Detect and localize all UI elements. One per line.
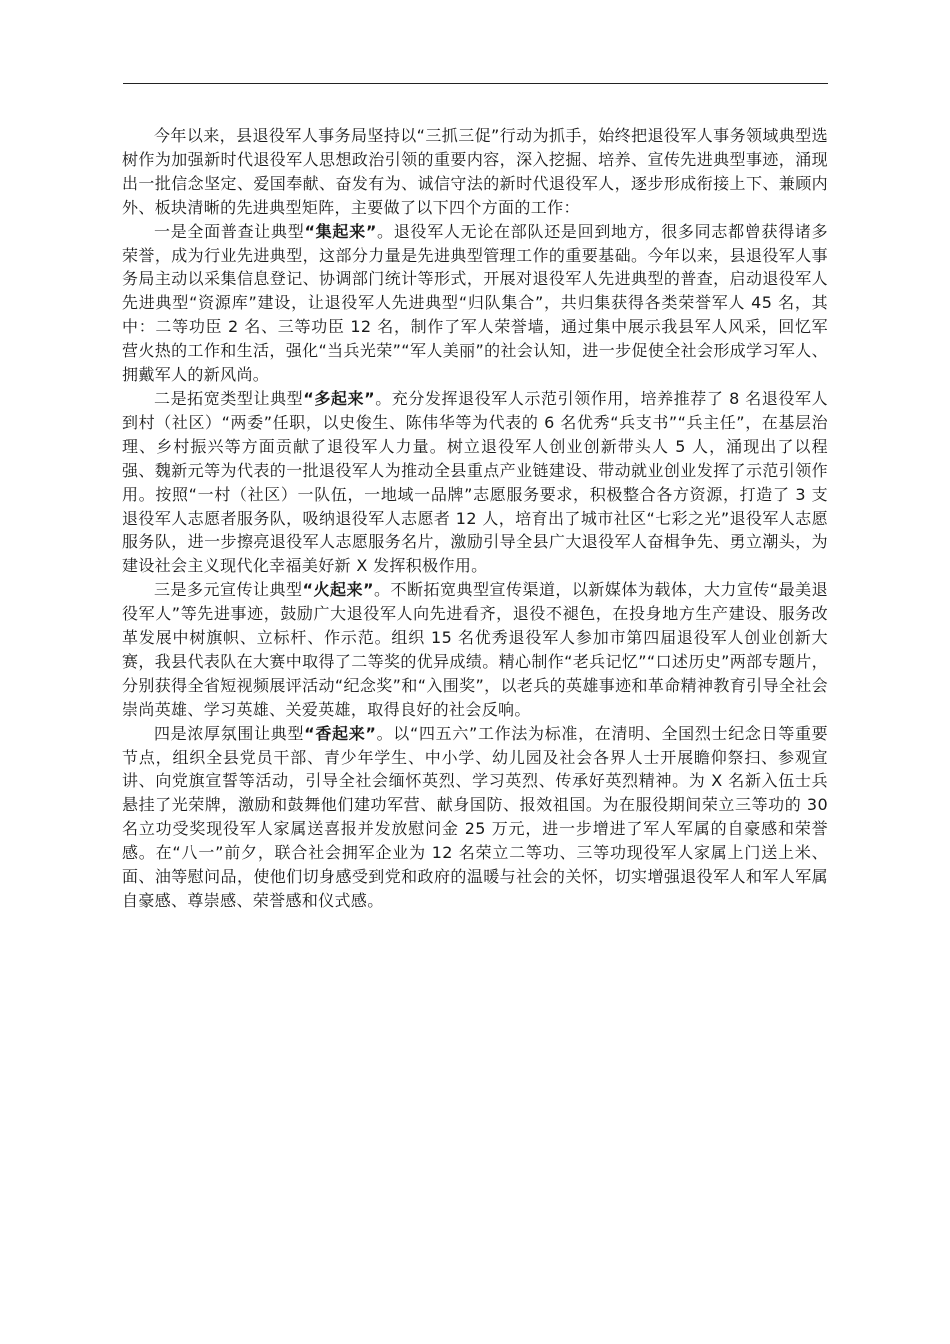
section-paragraph-3 — [122, 578, 828, 721]
section-text: 。充分发挥退役军人示范引领作用，培养推荐了 8 名退役军人到村（社区）“两委”任职，以史俊生、陈伟华等为代表的 6 名优秀“兵支书”“兵主任”，在基层治理、乡村振兴等方面贡献了退役军人力量。树立退役军人创业创新带头人 5 人，涌现出了以程强、魏新元等为代表的一批退役军人为推动全县重点产业链建设、带动就业创业发挥了示范引领作用。按照“一村（社区）一队伍，一地域一品牌”志愿服务要求，积极整合各方资源，打造了 3 支退役军人志愿者服务队，吸纳退役军人志愿者 12 人，培育出了城市社区“七彩之光”退役军人志愿服务队，进一步擦亮退役军人志愿服务名片，激励引导全县广大退役军人奋楫争先、勇立潮头，为建设社会主义现代化幸福美好新 X 发挥积极作用。 — [122, 388, 828, 576]
section-lead: “多起来” — [303, 388, 375, 408]
section-lead: “火起来” — [302, 580, 374, 600]
section-prefix: 三是多元宣传让典型 — [154, 580, 303, 600]
section-paragraph-4 — [122, 722, 828, 913]
section-prefix: 四是浓厚氛围让典型 — [154, 723, 305, 743]
section-text: 。不断拓宽典型宣传渠道，以新媒体为载体，大力宣传“最美退役军人”等先进事迹，鼓励广大退役军人向先进看齐，退役不褪色，在投身地方生产建设、服务改革发展中树旗帜、立标杆、作示范。组织 15 名优秀退役军人参加市第四届退役军人创业创新大赛，我县代表队在大赛中取得了二等奖的优异成绩。精心制作“老兵记忆”“口述历史”两部专题片，分别获得全省短视频展评活动“纪念奖”和“入围奖”，以老兵的英雄事迹和革命精神教育引导全社会崇尚英雄、学习英雄、关爱英雄，取得良好的社会反响。 — [122, 580, 828, 719]
header-rule — [123, 83, 828, 84]
section-lead: “香起来” — [304, 723, 377, 743]
intro-paragraph: 今年以来，县退役军人事务局坚持以“三抓三促”行动为抓手，始终把退役军人事务领域典型选树作为加强新时代退役军人思想政治引领的重要内容，深入挖掘、培养、宣传先进典型事迹，涌现出一批信念坚定、爱国奉献、奋发有为、诚信守法的新时代退役军人，逐步形成衔接上下、兼顾内外、板块清晰的先进典型矩阵，主要做了以下四个方面的工作： — [122, 126, 828, 217]
section-prefix: 一是全面普查让典型 — [154, 221, 305, 241]
section-text: 。退役军人无论在部队还是回到地方，很多同志都曾获得诸多荣誉，成为行业先进典型，这部分力量是先进典型管理工作的重要基础。今年以来，县退役军人事务局主动以采集信息登记、协调部门统计等形式，开展对退役军人先进典型的普查，启动退役军人先进典型“资源库”建设，让退役军人先进典型“归队集合”，共归集获得各类荣誉军人 45 名，其中：二等功臣 2 名、三等功臣 12 名，制作了军人荣誉墙，通过集中展示我县军人风采，回忆军营火热的工作和生活，强化“当兵光荣”“军人美丽”的社会认知，进一步促使全社会形成学习军人、拥戴军人的新风尚。 — [122, 221, 828, 385]
section-lead: “集起来” — [304, 221, 377, 241]
section-text: 。以“四五六”工作法为标准，在清明、全国烈士纪念日等重要节点，组织全县党员干部、青少年学生、中小学、幼儿园及社会各界人士开展瞻仰祭扫、参观宣讲、向党旗宣誓等活动，引导全社会缅怀英烈、学习英烈、传承好英烈精神。为 X 名新入伍士兵悬挂了光荣牌，激励和鼓舞他们建功军营、献身国防、报效祖国。为在服役期间荣立三等功的 30 名立功受奖现役军人家属送喜报并发放慰问金 25 万元，进一步增进了军人军属的自豪感和荣誉感。在“八一”前夕，联合社会拥军企业为 12 名荣立二等功、三等功现役军人家属上门送上米、面、油等慰问品，使他们切身感受到党和政府的温暖与社会的关怀，切实增强退役军人和军人军属自豪感、尊崇感、荣誉感和仪式感。 — [122, 723, 828, 910]
section-paragraph-2 — [122, 387, 828, 578]
document-body — [122, 124, 828, 913]
section-prefix: 二是拓宽类型让典型 — [154, 388, 304, 408]
section-paragraph-1 — [122, 220, 828, 387]
